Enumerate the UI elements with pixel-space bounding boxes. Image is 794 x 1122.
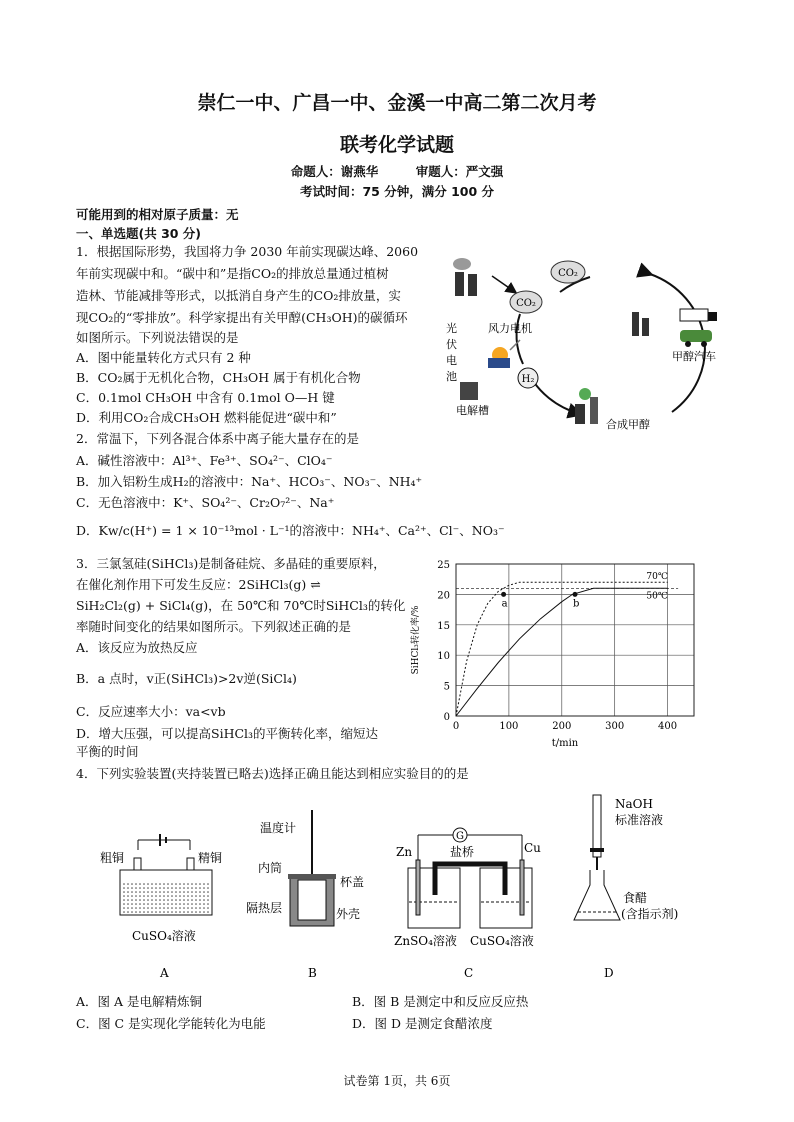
q1-line: 如图所示。下列说法错误的是 <box>76 330 239 345</box>
svg-text:温度计: 温度计 <box>260 821 297 835</box>
y-axis-label: SiHCl₃转化率/% <box>411 605 421 675</box>
plant-right-icon <box>632 312 649 336</box>
q4-option-d: D．图 D 是测定食醋浓度 <box>352 1016 493 1031</box>
q2-option-c: C．无色溶液中：K⁺、SO₄²⁻、Cr₂O₇²⁻、Na⁺ <box>76 495 335 510</box>
factory-icon <box>453 258 477 296</box>
y-tick-label: 20 <box>437 590 450 602</box>
svg-text:C: C <box>464 966 474 980</box>
x-tick-label: 0 <box>452 721 460 732</box>
svg-text:CuSO₄溶液: CuSO₄溶液 <box>470 934 534 948</box>
q3-line: 3．三氯氢硅(SiHCl₃)是制备硅烷、多晶硅的重要原料， <box>76 556 386 571</box>
q1-line: 1．根据国际形势，我国将力争 2030 年前实现碳达峰、2060 <box>76 244 419 259</box>
q1-line: 年前实现碳中和。“碳中和”是指CO₂的排放总量通过植树 <box>76 266 389 281</box>
h2-circle-icon <box>518 368 538 388</box>
authors: 命题人：谢燕华 审题人：严文强 <box>290 164 504 179</box>
svg-text:盐桥: 盐桥 <box>450 845 475 859</box>
carbon-cycle-figure <box>440 252 740 432</box>
methanol-car-icon <box>680 330 712 347</box>
svg-text:内筒: 内筒 <box>258 861 283 875</box>
q4-stem: 4．下列实验装置(夹持装置已略去)选择正确且能达到相应实验目的的是 <box>76 766 469 781</box>
q3-option-d-cont: 平衡的时间 <box>76 744 139 759</box>
plot-frame <box>456 564 694 716</box>
co2-left-cloud-icon <box>510 291 542 313</box>
svg-text:B: B <box>308 966 317 980</box>
svg-text:隔热层: 隔热层 <box>246 901 283 915</box>
q3-line: 在催化剂作用下可发生反应：2SiHCl₃(g) ⇌ <box>76 577 321 592</box>
svg-text:标准溶液: 标准溶液 <box>615 813 664 827</box>
svg-text:CO₂: CO₂ <box>558 268 578 279</box>
q3-option-a: A．该反应为放热反应 <box>76 640 198 655</box>
svg-text:杯盖: 杯盖 <box>340 875 365 889</box>
q2-stem: 2．常温下，下列各混合体系中离子能大量存在的是 <box>76 431 359 446</box>
q4-apparatus-figure <box>90 790 690 990</box>
q1-line: 现CO₂的“零排放”。科学家提出有关甲醇(CH₃OH)的碳循环 <box>76 310 408 325</box>
data-point-a <box>501 592 506 597</box>
q1-line: 造林、节能减排等形式，以抵消自身产生的CO₂排放量，实 <box>76 288 401 303</box>
synthesis-label: 合成甲醇 <box>606 418 650 431</box>
figure-b-calorimeter <box>246 810 364 980</box>
svg-text:池: 池 <box>446 370 457 383</box>
exam-title: 崇仁一中、广昌一中、金溪一中高二第二次月考 <box>197 92 597 114</box>
q3-line: SiH₂Cl₂(g) + SiCl₄(g)，在 50℃和 70℃时SiHCl₃的转化 <box>76 598 406 613</box>
q3-line: 率随时间变化的结果如图所示。下列叙述正确的是 <box>76 619 352 634</box>
electrolysis-icon <box>460 382 478 400</box>
solar-label: 光 <box>446 322 457 335</box>
y-tick-label: 10 <box>437 651 450 663</box>
q3-option-b: B．a 点时，v正(SiHCl₃)>2v逆(SiCl₄) <box>76 671 297 686</box>
point-label-b: b <box>573 598 580 610</box>
svg-text:CO₂: CO₂ <box>516 298 536 309</box>
q1-option-d: D．利用CO₂合成CH₃OH 燃料能促进“碳中和” <box>76 410 337 425</box>
figure-c-galvanic-cell <box>394 828 541 980</box>
conversion-chart <box>404 556 704 752</box>
q2-option-d: D．Kw/c(H⁺) = 1 × 10⁻¹³mol · L⁻¹的溶液中：NH₄⁺、Ca²⁺、Cl⁻、NO₃⁻ <box>76 523 505 538</box>
q4-option-b: B．图 B 是测定中和反应反应热 <box>352 994 529 1009</box>
q1-option-b: B．CO₂属于无机化合物，CH₃OH 属于有机化合物 <box>76 370 361 385</box>
svg-text:粗铜: 粗铜 <box>100 851 125 865</box>
electrolysis-label: 电解槽 <box>456 404 489 417</box>
exam-subtitle: 联考化学试题 <box>339 134 454 156</box>
series-label: 50℃ <box>646 591 668 602</box>
data-point-b <box>573 592 578 597</box>
y-tick-label: 25 <box>437 560 450 571</box>
svg-text:外壳: 外壳 <box>336 907 361 921</box>
svg-text:A: A <box>160 966 169 980</box>
svg-text:伏: 伏 <box>446 338 457 351</box>
q1-option-a: A．图中能量转化方式只有 2 种 <box>76 350 251 365</box>
svg-text:精铜: 精铜 <box>198 851 223 865</box>
x-tick-label: 400 <box>658 721 678 732</box>
x-tick-label: 300 <box>605 721 625 732</box>
q1-option-c: C．0.1mol CH₃OH 中含有 0.1mol O—H 键 <box>76 390 335 405</box>
solar-panel-icon <box>488 340 520 368</box>
svg-text:D: D <box>604 966 614 980</box>
y-tick-label: 15 <box>437 620 450 632</box>
svg-text:G: G <box>456 831 464 842</box>
car-label: 甲醇汽车 <box>672 350 716 363</box>
point-label-a: a <box>501 598 508 610</box>
x-axis-label: t/min <box>551 738 579 749</box>
q4-option-a: A．图 A 是电解精炼铜 <box>76 994 203 1009</box>
co2-top-cloud-icon <box>551 261 585 283</box>
svg-text:ZnSO₄溶液: ZnSO₄溶液 <box>394 934 457 948</box>
atomic-mass-note: 可能用到的相对原子质量：无 <box>76 207 239 222</box>
section-heading: 一、单选题(共 30 分) <box>76 226 202 241</box>
figure-a-electrolysis <box>100 834 222 980</box>
svg-text:(含指示剂): (含指示剂) <box>621 907 679 921</box>
q2-option-b: B．加入铝粉生成H₂的溶液中：Na⁺、HCO₃⁻、NO₃⁻、NH₄⁺ <box>76 474 423 489</box>
x-tick-label: 100 <box>499 721 519 732</box>
y-tick-label: 0 <box>443 712 450 723</box>
x-tick-label: 200 <box>552 721 572 732</box>
series-label: 70℃ <box>646 572 668 583</box>
svg-text:CuSO₄溶液: CuSO₄溶液 <box>132 929 196 943</box>
svg-text:H₂: H₂ <box>521 374 535 385</box>
q2-option-a: A．碱性溶液中：Al³⁺、Fe³⁺、SO₄²⁻、ClO₄⁻ <box>76 453 333 468</box>
q3-option-d: D．增大压强，可以提高SiHCl₃的平衡转化率，缩短达 <box>76 726 379 741</box>
exam-info: 考试时间：75 分钟，满分 100 分 <box>299 184 495 199</box>
svg-text:电: 电 <box>446 354 457 367</box>
methanol-plant-icon <box>575 388 598 424</box>
svg-text:NaOH: NaOH <box>615 797 653 811</box>
page-footer: 试卷第 1页，共 6页 <box>343 1074 451 1088</box>
svg-text:食醋: 食醋 <box>623 891 648 905</box>
wind-label: 风力电机 <box>488 322 532 335</box>
q4-option-c: C．图 C 是实现化学能转化为电能 <box>76 1016 266 1031</box>
truck-icon <box>680 309 717 321</box>
y-tick-label: 5 <box>443 681 450 693</box>
svg-text:Zn: Zn <box>396 845 413 859</box>
q3-option-c: C．反应速率大小：va<vb <box>76 704 226 719</box>
figure-d-titration <box>574 795 678 980</box>
svg-text:Cu: Cu <box>524 841 541 855</box>
